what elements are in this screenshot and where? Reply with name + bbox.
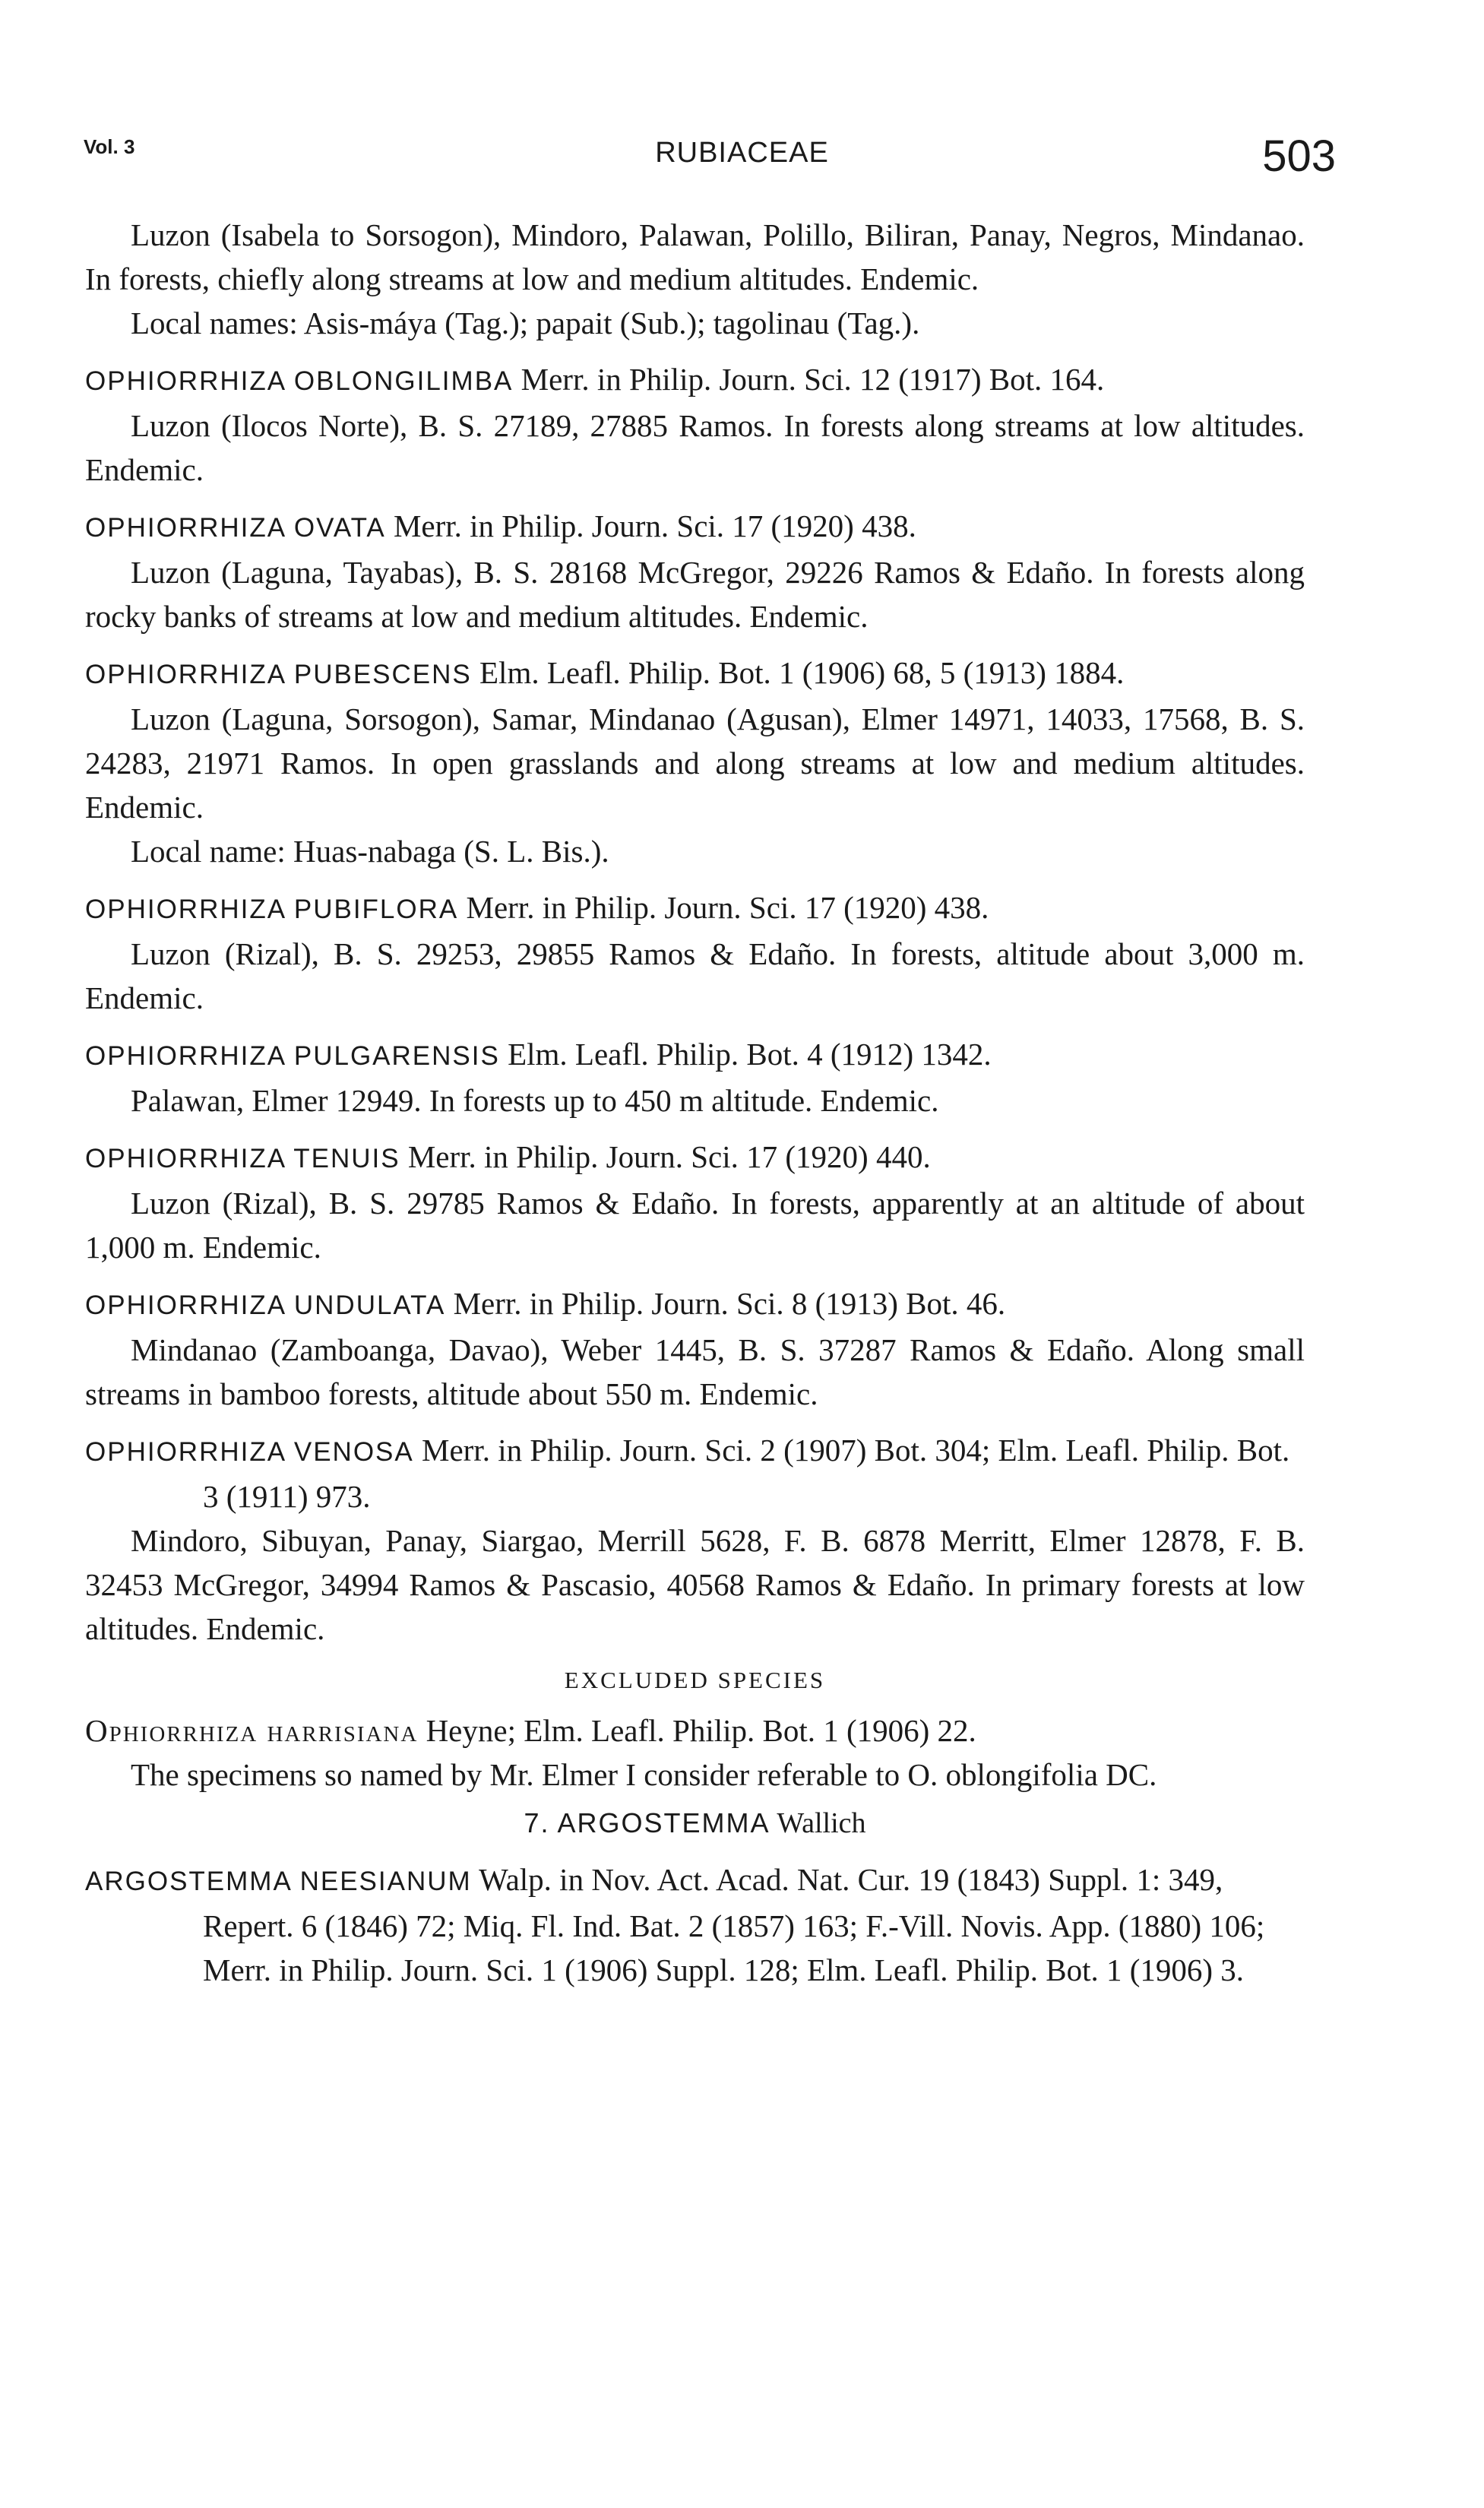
- genus-name: 7. ARGOSTEMMA: [524, 1807, 770, 1838]
- species-citation: Merr. in Philip. Journ. Sci. 17 (1920) 440.: [400, 1139, 931, 1174]
- species-name: OPHIORRHIZA PUBIFLORA: [85, 895, 459, 924]
- species-entry: [85, 1281, 1305, 1416]
- species-citation: Elm. Leafl. Philip. Bot. 1 (1906) 68, 5 (1913) 1884.: [471, 655, 1125, 690]
- species-heading: [85, 885, 1305, 932]
- species-name: Ophiorrhiza harrisiana: [85, 1713, 419, 1748]
- volume-label: Vol. 3: [84, 135, 135, 158]
- species-citation: Merr. in Philip. Journ. Sci. 12 (1917) Bot. 164.: [513, 362, 1105, 397]
- species-name: ARGOSTEMMA NEESIANUM: [85, 1867, 472, 1896]
- running-head: RUBIACEAE: [655, 137, 829, 169]
- species-heading: [85, 1032, 1305, 1078]
- page-body: [85, 213, 1305, 1992]
- species-citation: Merr. in Philip. Journ. Sci. 17 (1920) 438.: [458, 890, 989, 925]
- species-heading: [85, 1281, 1305, 1328]
- species-heading: [85, 651, 1305, 697]
- species-entry: [85, 1428, 1305, 1651]
- species-name: OPHIORRHIZA OVATA: [85, 513, 386, 543]
- excluded-note: The specimens so named by Mr. Elmer I consider referable to O. oblongifolia DC.: [131, 1757, 1157, 1792]
- species-entry: [85, 357, 1305, 492]
- species-entry: [85, 651, 1305, 873]
- local-names: Local names: Asis-máya (Tag.); papait (Sub.); tagolinau (Tag.).: [131, 306, 920, 340]
- species-name: OPHIORRHIZA UNDULATA: [85, 1290, 446, 1320]
- species-name: OPHIORRHIZA OBLONGILIMBA: [85, 366, 514, 396]
- species-citation: Merr. in Philip. Journ. Sci. 17 (1920) 438.: [385, 508, 916, 543]
- species-entry: [85, 504, 1305, 638]
- continued-distribution: Luzon (Isabela to Sorsogon), Mindoro, Palawan, Polillo, Biliran, Panay, Negros, Mindanao. In forests, chiefly along streams at low and medium altitudes. Endemic.: [85, 217, 1305, 296]
- species-entry: [85, 1135, 1305, 1269]
- species-name: OPHIORRHIZA VENOSA: [85, 1437, 414, 1467]
- excluded-species-entry: [85, 1708, 1305, 1797]
- species-heading: [85, 504, 1305, 550]
- species-distribution: Luzon (Laguna, Sorsogon), Samar, Mindanao (Agusan), Elmer 14971, 14033, 17568, B. S. 24283, 21971 Ramos. In open grasslands and along streams at low and medium altitudes. Endemic.: [85, 701, 1305, 825]
- species-entry: [85, 885, 1305, 1020]
- species-heading: [85, 1857, 1305, 1992]
- genus-author: Wallich: [770, 1807, 866, 1839]
- species-heading: [85, 1135, 1305, 1181]
- species-citation: Elm. Leafl. Philip. Bot. 4 (1912) 1342.: [499, 1037, 992, 1072]
- species-citation: Merr. in Philip. Journ. Sci. 8 (1913) Bot. 46.: [445, 1286, 1006, 1321]
- species-citation: Merr. in Philip. Journ. Sci. 2 (1907) Bot. 304; Elm. Leafl. Philip. Bot. 3 (1911) 973.: [203, 1433, 1290, 1514]
- species-distribution: Luzon (Ilocos Norte), B. S. 27189, 27885 Ramos. In forests along streams at low altitudes. Endemic.: [85, 408, 1305, 487]
- species-citation: Heyne; Elm. Leafl. Philip. Bot. 1 (1906) 22.: [418, 1713, 976, 1748]
- page-number: 503: [1262, 131, 1336, 181]
- species-name: OPHIORRHIZA PULGARENSIS: [85, 1041, 500, 1071]
- genus-heading: [85, 1801, 1305, 1845]
- species-entry: [85, 1032, 1305, 1123]
- species-heading: [85, 1428, 1305, 1518]
- species-heading: [85, 357, 1305, 404]
- species-local-name: Local name: Huas-nabaga (S. L. Bis.).: [131, 834, 609, 869]
- species-citation: Walp. in Nov. Act. Acad. Nat. Cur. 19 (1843) Suppl. 1: 349, Repert. 6 (1846) 72; Miq. Fl. Ind. Bat. 2 (1857) 163; F.-Vill. Novis. App. (1880) 106; Merr. in Philip. Journ. Sci. 1 (1906) Suppl. 128; Elm. Leafl. Philip. Bot. 1 (1906) 3.: [203, 1862, 1265, 1987]
- species-distribution: Luzon (Rizal), B. S. 29785 Ramos & Edaño. In forests, apparently at an altitude of about 1,000 m. Endemic.: [85, 1186, 1305, 1265]
- species-distribution: Mindanao (Zamboanga, Davao), Weber 1445, B. S. 37287 Ramos & Edaño. Along small streams in bamboo forests, altitude about 550 m. Endemic.: [85, 1332, 1305, 1411]
- species-distribution: Mindoro, Sibuyan, Panay, Siargao, Merrill 5628, F. B. 6878 Merritt, Elmer 12878, F. B. 32453 McGregor, 34994 Ramos & Pascasio, 40568 Ramos & Edaño. In primary forests at low altitudes. Endemic.: [85, 1523, 1305, 1646]
- species-name: OPHIORRHIZA PUBESCENS: [85, 660, 472, 689]
- species-entry: [85, 1857, 1305, 1992]
- species-distribution: Palawan, Elmer 12949. In forests up to 450 m altitude. Endemic.: [131, 1083, 939, 1118]
- species-heading: [85, 1708, 1305, 1753]
- species-name: OPHIORRHIZA TENUIS: [85, 1144, 400, 1173]
- species-distribution: Luzon (Rizal), B. S. 29253, 29855 Ramos & Edaño. In forests, altitude about 3,000 m. Endemic.: [85, 936, 1305, 1015]
- species-distribution: Luzon (Laguna, Tayabas), B. S. 28168 McGregor, 29226 Ramos & Edaño. In forests along rocky banks of streams at low and medium altitudes. Endemic.: [85, 555, 1305, 634]
- excluded-species-heading: EXCLUDED SPECIES: [564, 1667, 826, 1693]
